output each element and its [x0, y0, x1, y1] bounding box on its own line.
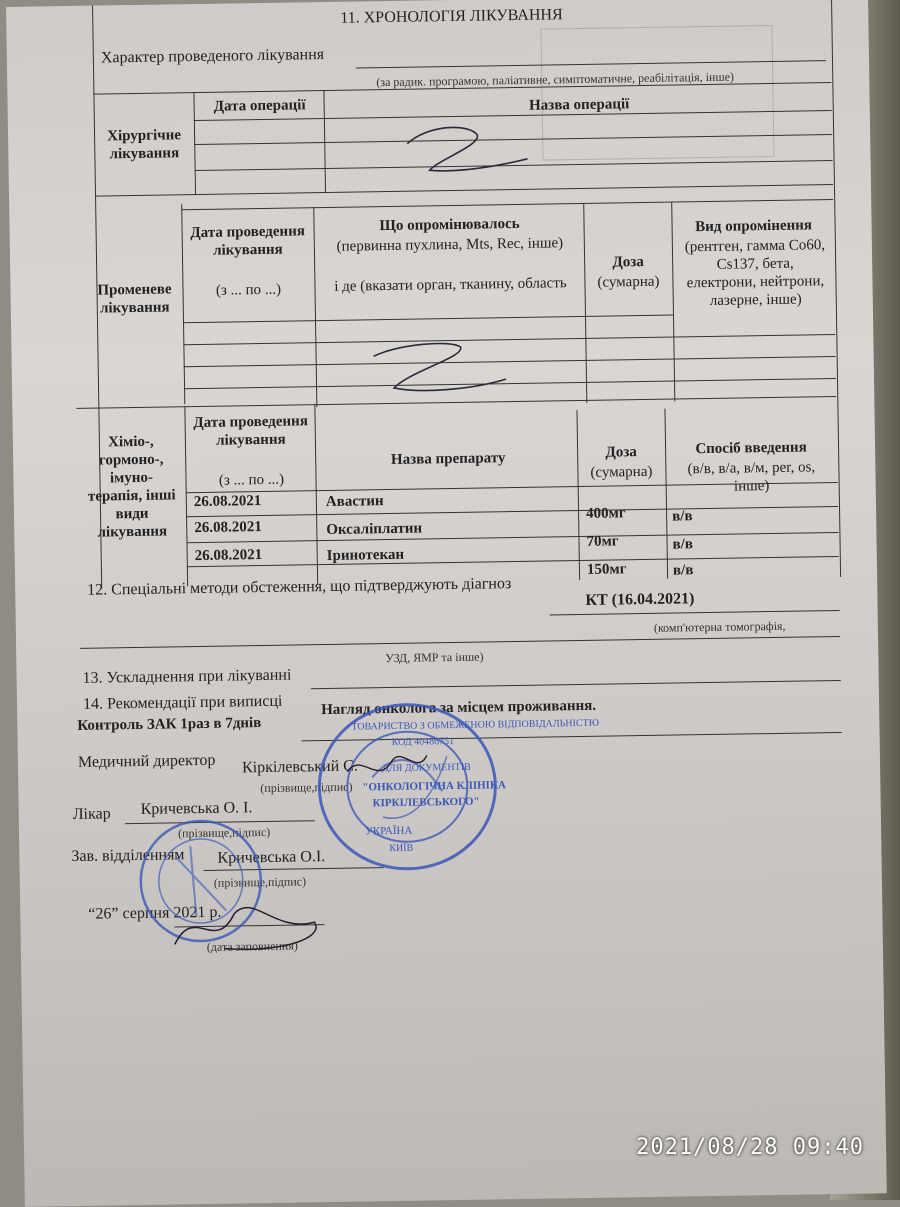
chemo-label: Хіміо-, гормоно-, імуно- терапія, інші види лікування: [87, 433, 176, 541]
stamp-line5: УКРАЇНА: [364, 824, 413, 838]
chemo-row-route: в/в: [672, 562, 694, 579]
stamp-line2: ДЛЯ ДОКУМЕНТІВ: [381, 761, 471, 775]
doctor-label: Лікар: [72, 805, 111, 824]
section-12-value: КТ (16.04.2021): [585, 590, 695, 609]
doctor-name: Кричевська О. І.: [140, 799, 253, 818]
radiation-col-what: Що опромінювалось: [379, 215, 520, 235]
stamp-ring-text: ТОВАРИСТВО З ОБМЕЖЕНОЮ ВІДПОВІДАЛЬНІСТЮ: [351, 717, 600, 733]
surgical-z-mark: [397, 114, 538, 186]
chemo-row-drug: Іринотекан: [326, 546, 405, 565]
radiation-col-type: Вид опромінення: [695, 217, 813, 236]
chemo-row-route: в/в: [672, 508, 693, 525]
treatment-character-label: Характер проведеного лікування: [100, 45, 325, 67]
chemo-row-drug: Авастин: [325, 493, 384, 511]
head-hint: (прізвище,підпис): [213, 874, 307, 890]
head-label: Зав. відділенням: [71, 846, 185, 866]
stamp-line3: "ОНКОЛОГІЧНА КЛІНІКА: [362, 779, 506, 794]
chemo-row-dose: 70мг: [586, 533, 619, 550]
radiation-col-type-hint: (рентген, гамма Co60, Cs137, бета, електрони, нейтрони, лазерне, інше): [684, 237, 826, 309]
chemo-row-date: 26.08.2021: [193, 493, 262, 511]
treatment-character-hint: (за радик. програмою, паліативне, симптоматичне, реабілітація, інше): [376, 69, 735, 90]
stamp-line1: КОД 40486751: [391, 736, 455, 749]
chemo-row-dose: 150мг: [586, 561, 627, 578]
surgical-col-name: Назва операції: [528, 96, 630, 114]
surgical-col-date: Дата операції: [213, 97, 306, 115]
radiation-col-date: Дата проведення лікування: [190, 223, 306, 259]
fill-date-hint: (дата заповнення): [206, 938, 298, 954]
doctor-hint: (прізвище,підпис): [177, 824, 271, 841]
chemo-col-route: Спосіб введення: [695, 439, 807, 458]
chemo-row-route: в/в: [672, 536, 694, 553]
stamp-line6: КИЇВ: [389, 842, 414, 855]
radiation-label: Променеве лікування: [97, 281, 172, 317]
section-14-value2: Контроль ЗАК 1раз в 7днів: [77, 715, 262, 734]
fill-date: “26” серпня 2021 р.: [88, 903, 222, 923]
radiation-col-dose: Доза: [612, 253, 644, 271]
chemo-col-dose-hint: (сумарна): [590, 463, 653, 481]
section-13-label: 13. Ускладнення при лікуванні: [82, 666, 292, 687]
chemo-row-dose: 400мг: [585, 505, 626, 522]
chemo-col-route-hint: (в/в, в/а, в/м, per, os, інше): [687, 459, 816, 495]
radiation-col-date-hint: (з ... по ...): [215, 281, 282, 299]
radiation-col-what-hint: (первинна пухлина, Mts, Rec, інше): [336, 235, 564, 255]
chemo-row-date: 26.08.2021: [194, 519, 262, 537]
director-signature: [342, 740, 433, 791]
director-label: Медичний директор: [77, 751, 216, 771]
head-name: Кричевська О.І.: [217, 848, 326, 867]
section-11-title: 11. ХРОНОЛОГІЯ ЛІКУВАННЯ: [340, 6, 563, 27]
chemo-row-date: 26.08.2021: [194, 547, 263, 565]
chemo-col-dose: Доза: [605, 444, 637, 461]
director-hint: (прізвище,підпис): [260, 779, 353, 796]
radiation-col-where: і де (вказати орган, тканину, область: [334, 275, 567, 295]
surgical-label: Хірургічне лікування: [107, 127, 182, 163]
section-12-hint2: УЗД, ЯМР та інше): [385, 649, 484, 666]
radiation-z-mark: [365, 334, 516, 406]
section-12-hint1: (комп'ютерна томографія,: [653, 618, 786, 635]
photo-timestamp: 2021/08/28 09:40: [636, 1135, 864, 1160]
director-name: Кіркілевський С.: [241, 757, 359, 777]
chemo-col-drug: Назва препарату: [390, 450, 506, 468]
section-12-label: 12. Спеціальні методи обстеження, що підтверджують діагноз: [87, 575, 512, 599]
chemo-row-drug: Оксаліплатин: [326, 520, 423, 539]
radiation-col-dose-hint: (сумарна): [597, 273, 660, 291]
stamp-line4: КІРКІЛЕВСЬКОГО": [372, 795, 480, 810]
section-14-label: 14. Рекомендації при виписці: [82, 692, 283, 713]
section-14-value: Нагляд онколога за місцем проживання.: [321, 697, 597, 719]
head-signature: [164, 882, 345, 965]
chemo-col-date-hint: (з ... по ...): [218, 471, 285, 489]
chemo-col-date: Дата проведення лікування: [193, 413, 309, 449]
